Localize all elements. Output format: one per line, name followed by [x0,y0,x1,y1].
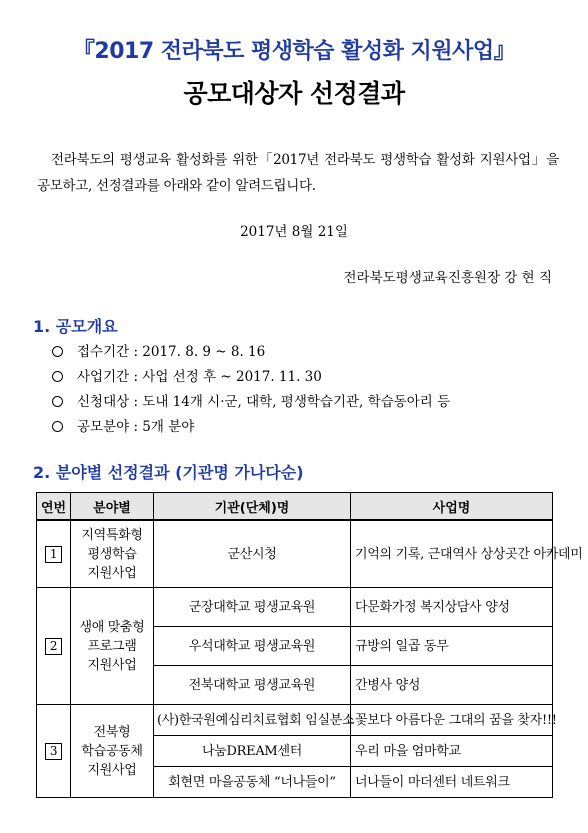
row-number-cell [37,588,71,705]
signer: 전라북도평생교육진흥원장 강 현 직 [343,270,552,286]
list-item [52,365,450,390]
project-cell: 우리 마을 엄마학교 [351,736,553,767]
field-cell: 생애 맞춤형 프로그램 지원사업 [71,588,154,705]
org-cell: (사)한국원예심리치료협회 임실분소 [154,705,351,736]
document-title: 『2017 전라북도 평생학습 활성화 지원사업』 [72,39,516,64]
org-cell: 전북대학교 평생교육원 [154,666,351,705]
header-org: 기관(단체)명 [154,493,351,521]
row-number-cell [37,705,71,798]
field-cell: 전북형 학습공동체 지원사업 [71,705,154,798]
section-title-overview: 1. 공모개요 [33,317,118,336]
announcement-date: 2017년 8월 21일 [240,224,348,240]
table-row [37,705,553,736]
overview-text: 신청대상 : 도내 14개 시·군, 대학, 평생학습기관, 학습동아리 등 [77,394,451,410]
list-item [52,415,450,440]
row-number: 2 [45,638,62,655]
circle-bullet-icon [52,396,63,407]
org-cell: 군장대학교 평생교육원 [154,588,351,627]
list-item [52,340,450,365]
project-cell: 간병사 양성 [351,666,553,705]
project-cell: 기억의 기록, 근대역사 상상곳간 아카데미 [351,520,553,588]
overview-text: 접수기간 : 2017. 8. 9 ~ 8. 16 [77,344,266,360]
table-row [37,588,553,627]
table-header-row [37,493,553,521]
project-cell: 꽃보다 아름다운 그대의 꿈을 찾자!!! [351,705,553,736]
circle-bullet-icon [52,421,63,432]
table-row [37,520,553,588]
document-subtitle: 공모대상자 선정결과 [183,79,405,108]
overview-text: 공모분야 : 5개 분야 [77,419,195,435]
circle-bullet-icon [52,346,63,357]
field-cell: 지역특화형 평생학습 지원사업 [71,520,154,588]
org-cell: 나눔DREAM센터 [154,736,351,767]
intro-paragraph: 전라북도의 평생교육 활성화를 위한「2017년 전라북도 평생학습 활성화 지원사업」을 공모하고, 선정결과를 아래와 같이 알려드립니다. [37,152,559,194]
section-title-results: 2. 분야별 선정결과 (기관명 가나다순) [33,463,304,482]
overview-text: 사업기간 : 사업 선정 후 ~ 2017. 11. 30 [77,369,322,385]
header-project: 사업명 [351,493,553,521]
project-cell: 규방의 일곱 동무 [351,627,553,666]
row-number: 3 [45,743,62,760]
project-cell: 너나들이 마더센터 네트워크 [351,767,553,798]
results-table [36,492,583,798]
overview-list [52,340,450,440]
org-cell: 회현면 마을공동체 “너나들이” [154,767,351,798]
org-cell: 우석대학교 평생교육원 [154,627,351,666]
project-cell: 다문화가정 복지상담사 양성 [351,588,553,627]
header-field: 분야별 [71,493,154,521]
row-number: 1 [45,546,62,563]
org-cell: 군산시청 [154,520,351,588]
list-item [52,390,450,415]
header-no: 연번 [37,493,71,521]
circle-bullet-icon [52,371,63,382]
row-number-cell [37,520,71,588]
